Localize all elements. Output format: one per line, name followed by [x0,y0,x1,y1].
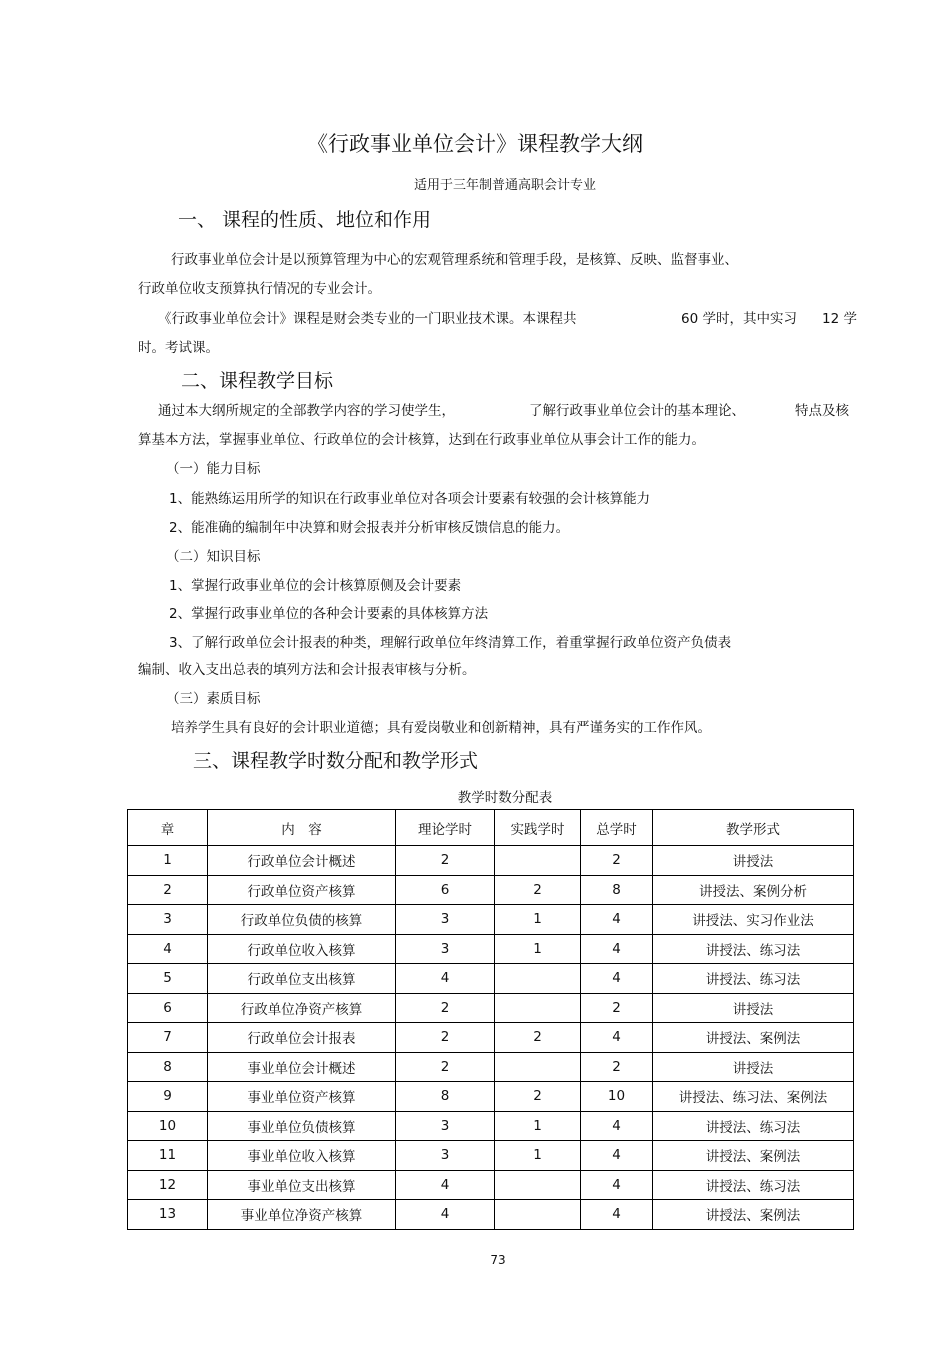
ability-goal-2: 2、能准确的编制年中决算和财会报表并分析审核反馈信息的能力。 [169,520,570,536]
cell-total-hours: 4 [581,1023,653,1053]
cell-theory-hours: 2 [396,846,495,876]
cell-content: 事业单位净资产核算 [208,1200,396,1230]
cell-chapter: 4 [128,934,208,964]
cell-practice-hours: 1 [495,1141,581,1171]
cell-content: 行政单位会计概述 [208,846,396,876]
cell-total-hours: 2 [581,1052,653,1082]
cell-teaching-method: 讲授法、练习法、案例法 [653,1082,854,1112]
cell-chapter: 1 [128,846,208,876]
cell-practice-hours: 2 [495,1082,581,1112]
page-number: 73 [490,1253,506,1267]
cell-theory-hours: 3 [396,1111,495,1141]
cell-chapter: 13 [128,1200,208,1230]
cell-teaching-method: 讲授法、练习法 [653,934,854,964]
header-content: 内 容 [208,810,396,846]
section1-paragraph2-line1b: 60 学时，其中实习 [681,311,797,327]
cell-practice-hours: 1 [495,934,581,964]
table-row [128,846,854,876]
cell-teaching-method: 讲授法、实习作业法 [653,905,854,935]
document-subtitle: 适用于三年制普通高职会计专业 [413,178,596,193]
document-title: 《行政事业单位会计》课程教学大纲 [307,132,643,156]
cell-total-hours: 8 [581,875,653,905]
cell-theory-hours: 2 [396,1023,495,1053]
cell-theory-hours: 4 [396,1200,495,1230]
cell-theory-hours: 2 [396,993,495,1023]
ability-goal-1: 1、能熟练运用所学的知识在行政事业单位对各项会计要素有较强的会计核算能力 [169,491,651,507]
cell-theory-hours: 6 [396,875,495,905]
section1-paragraph1-line2: 行政单位收支预算执行情况的专业会计。 [138,281,381,297]
cell-practice-hours [495,846,581,876]
knowledge-goal-2: 2、掌握行政事业单位的各种会计要素的具体核算方法 [169,606,489,622]
table-row [128,964,854,994]
cell-chapter: 6 [128,993,208,1023]
cell-teaching-method: 讲授法、练习法 [653,1111,854,1141]
cell-total-hours: 4 [581,1111,653,1141]
section2-heading: 二、课程教学目标 [181,370,334,392]
header-teaching-method: 教学形式 [653,810,854,846]
cell-teaching-method: 讲授法、案例分析 [653,875,854,905]
table-header-row [128,810,854,846]
section2-intro-line2: 算基本方法，掌握事业单位、行政单位的会计核算，达到在行政事业单位从事会计工作的能力。 [138,432,705,448]
cell-practice-hours [495,964,581,994]
cell-chapter: 8 [128,1052,208,1082]
cell-theory-hours: 3 [396,1141,495,1171]
cell-teaching-method: 讲授法、练习法 [653,964,854,994]
table-row [128,1141,854,1171]
cell-practice-hours: 2 [495,1023,581,1053]
cell-chapter: 12 [128,1170,208,1200]
cell-theory-hours: 3 [396,905,495,935]
cell-chapter: 9 [128,1082,208,1112]
section1-paragraph2-line1a: 《行政事业单位会计》课程是财会类专业的一门职业技术课。本课程共 [158,311,577,327]
cell-practice-hours: 2 [495,875,581,905]
table-row [128,934,854,964]
cell-chapter: 10 [128,1111,208,1141]
cell-total-hours: 4 [581,934,653,964]
section1-paragraph1-line1: 行政事业单位会计是以预算管理为中心的宏观管理系统和管理手段，是核算、反映、监督事业、 [171,252,738,268]
cell-content: 事业单位支出核算 [208,1170,396,1200]
cell-theory-hours: 4 [396,964,495,994]
section2-intro-line1a: 通过本大纲所规定的全部教学内容的学习使学生， [158,403,455,419]
knowledge-goal-3-line1: 3、了解行政单位会计报表的种类，理解行政单位年终清算工作，着重掌握行政单位资产负债表 [169,635,732,651]
cell-content: 行政单位收入核算 [208,934,396,964]
header-total-hours: 总学时 [581,810,653,846]
cell-teaching-method: 讲授法 [653,993,854,1023]
table-row [128,1170,854,1200]
cell-total-hours: 4 [581,964,653,994]
cell-content: 行政单位会计报表 [208,1023,396,1053]
section1-paragraph2-line1c: 12 学 [822,311,857,327]
cell-content: 事业单位负债核算 [208,1111,396,1141]
header-chapter: 章 [128,810,208,846]
ability-goal-title: （一）能力目标 [166,461,261,477]
cell-teaching-method: 讲授法 [653,846,854,876]
hours-allocation-table [127,809,854,1230]
cell-content: 行政单位资产核算 [208,875,396,905]
table-row [128,993,854,1023]
cell-practice-hours: 1 [495,905,581,935]
cell-chapter: 5 [128,964,208,994]
cell-teaching-method: 讲授法、案例法 [653,1141,854,1171]
cell-total-hours: 4 [581,1170,653,1200]
cell-practice-hours: 1 [495,1111,581,1141]
cell-total-hours: 2 [581,846,653,876]
cell-content: 事业单位资产核算 [208,1082,396,1112]
cell-chapter: 11 [128,1141,208,1171]
table-row [128,1111,854,1141]
section3-heading: 三、课程教学时数分配和教学形式 [193,750,479,772]
section1-heading: 一、 课程的性质、地位和作用 [178,209,432,231]
table-caption: 教学时数分配表 [457,790,553,806]
cell-practice-hours [495,1170,581,1200]
cell-content: 事业单位会计概述 [208,1052,396,1082]
cell-content: 行政单位净资产核算 [208,993,396,1023]
cell-chapter: 2 [128,875,208,905]
cell-chapter: 3 [128,905,208,935]
cell-total-hours: 10 [581,1082,653,1112]
cell-practice-hours [495,1200,581,1230]
quality-goal-1: 培养学生具有良好的会计职业道德；具有爱岗敬业和创新精神，具有严谨务实的工作作风。 [171,720,711,736]
cell-content: 行政单位支出核算 [208,964,396,994]
cell-teaching-method: 讲授法、练习法 [653,1170,854,1200]
section1-paragraph2-line2: 时。考试课。 [138,340,219,356]
cell-teaching-method: 讲授法 [653,1052,854,1082]
table-row [128,1082,854,1112]
cell-theory-hours: 3 [396,934,495,964]
table-row [128,1200,854,1230]
cell-practice-hours [495,1052,581,1082]
table-row [128,1052,854,1082]
cell-total-hours: 4 [581,1141,653,1171]
cell-content: 事业单位收入核算 [208,1141,396,1171]
table-row [128,875,854,905]
knowledge-goal-3-line2: 编制、收入支出总表的填列方法和会计报表审核与分析。 [138,662,476,678]
cell-teaching-method: 讲授法、案例法 [653,1200,854,1230]
cell-theory-hours: 8 [396,1082,495,1112]
cell-total-hours: 4 [581,905,653,935]
cell-chapter: 7 [128,1023,208,1053]
cell-teaching-method: 讲授法、案例法 [653,1023,854,1053]
header-theory-hours: 理论学时 [396,810,495,846]
table-row [128,1023,854,1053]
cell-total-hours: 2 [581,993,653,1023]
cell-theory-hours: 4 [396,1170,495,1200]
knowledge-goal-title: （二）知识目标 [166,549,261,565]
cell-theory-hours: 2 [396,1052,495,1082]
table-row [128,905,854,935]
cell-practice-hours [495,993,581,1023]
section2-intro-line1b: 了解行政事业单位会计的基本理论、 [529,403,745,419]
quality-goal-title: （三）素质目标 [166,691,261,707]
knowledge-goal-1: 1、掌握行政事业单位的会计核算原侧及会计要素 [169,578,462,594]
header-practice-hours: 实践学时 [495,810,581,846]
section2-intro-line1c: 特点及核 [795,403,849,419]
cell-content: 行政单位负债的核算 [208,905,396,935]
cell-total-hours: 4 [581,1200,653,1230]
